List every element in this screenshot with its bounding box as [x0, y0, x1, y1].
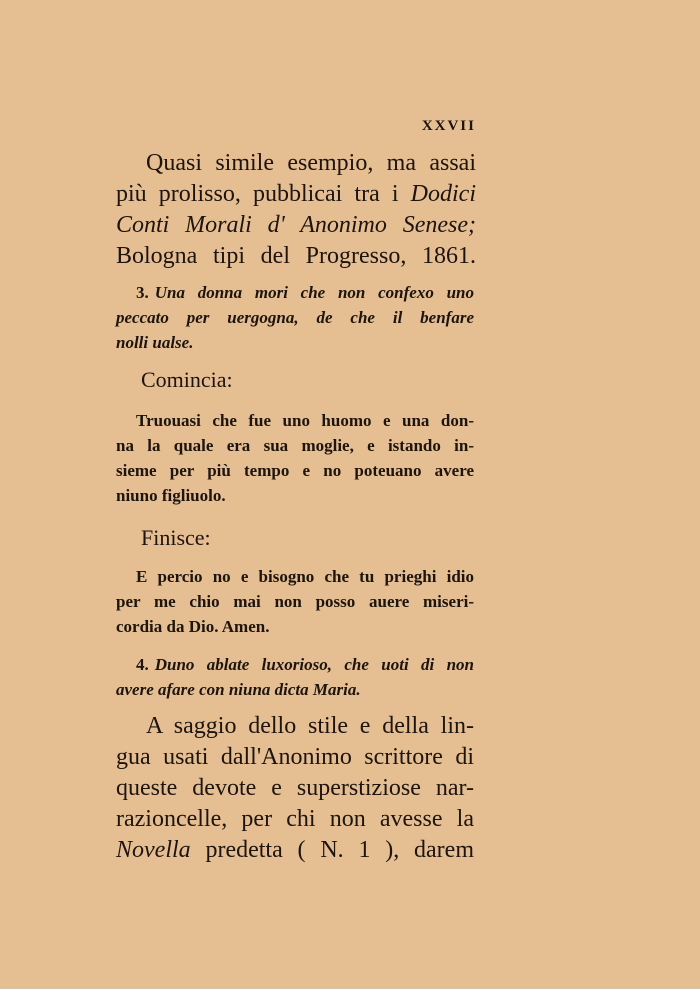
- quote-begin-line-3: sieme per più tempo e no poteuano avere: [116, 461, 474, 480]
- intro-paragraph: [116, 148, 476, 272]
- item4-line-1: [116, 652, 474, 677]
- item4-line-2: avere afare con niuna dicta Maria.: [116, 680, 361, 699]
- closing-line-1: A saggio dello stile e della lin-: [146, 713, 474, 739]
- intro-line-2-text: più prolisso, pubblicai tra i: [116, 181, 399, 207]
- intro-line-4: Bologna tipi del Progresso, 1861.: [116, 243, 476, 269]
- closing-paragraph: [116, 711, 474, 866]
- quote-end: [116, 564, 474, 639]
- closing-line-5-text: predetta ( N. 1 ), darem: [205, 837, 474, 863]
- quote-end-line-1: E percio no e bisogno che tu prieghi idio: [136, 567, 474, 586]
- item3-line-1-text: Una donna mori che non confexo uno: [154, 283, 474, 302]
- intro-line-2-italic: Dodici: [410, 181, 476, 207]
- item4-number: 4.: [136, 655, 149, 674]
- intro-line-3: Conti Morali d' Anonimo Senese;: [116, 212, 476, 238]
- quote-begin-line-1: Truouasi che fue uno huomo e una don-: [136, 411, 474, 430]
- catalog-item-3: [116, 280, 474, 355]
- closing-line-5-italic: Novella: [116, 837, 191, 863]
- heading-finisce: Finisce:: [141, 525, 211, 550]
- closing-line-4: razioncelle, per chi non avesse la: [116, 806, 474, 832]
- closing-line-2: gua usati dall'Anonimo scrittore di: [116, 744, 474, 770]
- page-number: XXVII: [421, 118, 476, 134]
- closing-line-3: queste devote e superstiziose nar-: [116, 775, 474, 801]
- quote-begin-line-2: na la quale era sua moglie, e istando in-: [116, 436, 474, 455]
- quote-begin: [116, 408, 474, 508]
- closing-line-5: [116, 835, 474, 866]
- item3-line-2: peccato per uergogna, de che il benfare: [116, 308, 474, 327]
- quote-end-line-2: per me chio mai non posso auere miseri-: [116, 592, 474, 611]
- heading-comincia: Comincia:: [141, 367, 233, 392]
- intro-line-2: [116, 179, 476, 210]
- item3-number: 3.: [136, 283, 149, 302]
- item3-line-1: [116, 280, 474, 305]
- item3-line-3: nolli ualse.: [116, 333, 194, 352]
- catalog-item-4: [116, 652, 474, 702]
- quote-begin-line-4: niuno figliuolo.: [116, 486, 226, 505]
- book-page: [116, 0, 476, 989]
- quote-end-line-3: cordia da Dio. Amen.: [116, 617, 270, 636]
- item4-line-1-text: Duno ablate luxorioso, che uoti di non: [154, 655, 474, 674]
- intro-line-1: Quasi simile esempio, ma assai: [146, 150, 476, 176]
